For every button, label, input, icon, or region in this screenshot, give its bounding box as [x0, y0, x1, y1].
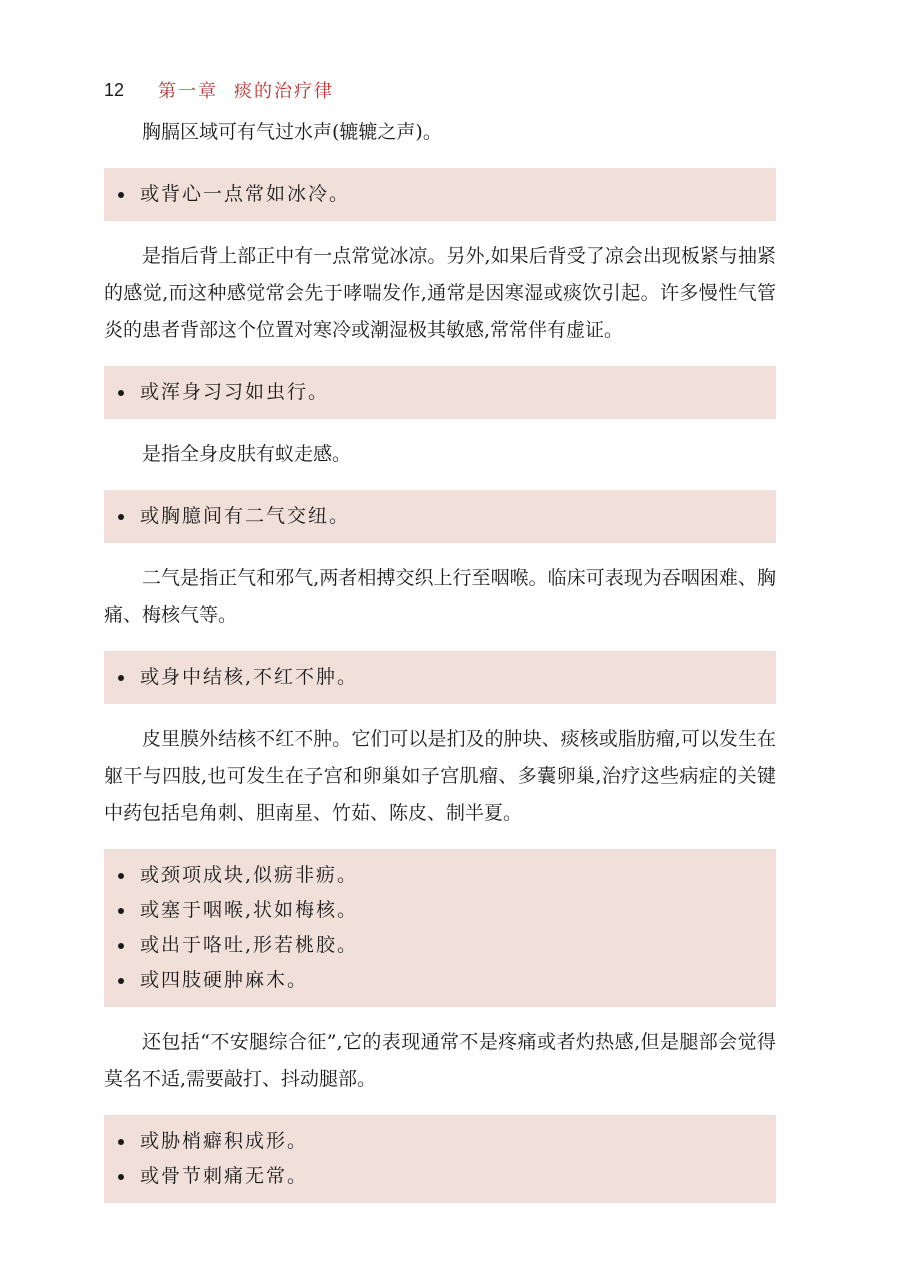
bullet-icon	[118, 675, 124, 681]
bullet-icon	[118, 873, 124, 879]
bullet-icon	[118, 1174, 124, 1180]
bullet-icon	[118, 908, 124, 914]
bullet-icon	[118, 514, 124, 520]
bullet-item: 或浑身习习如虫行。	[118, 375, 776, 410]
chapter-label: 第一章	[158, 81, 219, 102]
bullet-icon	[118, 978, 124, 984]
paragraph: 二气是指正气和邪气,两者相搏交织上行至咽喉。临床可表现为吞咽困难、胸痛、梅核气等。	[104, 567, 776, 626]
bullet-item: 或胸臆间有二气交纽。	[118, 499, 776, 534]
running-header	[104, 76, 334, 104]
bullet-item: 或颈项成块,似疬非疬。	[118, 858, 776, 893]
bullet-item: 或背心一点常如冰冷。	[118, 177, 776, 212]
bullet-item: 或出于咯吐,形若桃胶。	[118, 928, 776, 963]
bullet-item: 或身中结核,不红不肿。	[118, 660, 776, 695]
bullet-icon	[118, 943, 124, 949]
page-content	[104, 114, 776, 1203]
paragraph: 胸膈区域可有气过水声(辘辘之声)。	[142, 121, 442, 143]
paragraph: 皮里膜外结核不红不肿。它们可以是扪及的肿块、痰核或脂肪瘤,可以发生在躯干与四肢,也可发生在子宫和卵巢如子宫肌瘤、多囊卵巢,治疗这些病症的关键中药包括皂角刺、胆南星、竹茹、陈皮、制半夏。	[104, 728, 776, 824]
paragraph: 还包括“不安腿综合征”,它的表现通常不是疼痛或者灼热感,但是腿部会觉得莫名不适,需要敲打、抖动腿部。	[104, 1031, 776, 1090]
page-number: 12	[104, 79, 125, 100]
highlight-box	[104, 168, 776, 221]
bullet-item: 或骨节刺痛无常。	[118, 1159, 776, 1194]
highlight-box	[104, 651, 776, 704]
paragraph: 是指后背上部正中有一点常觉冰凉。另外,如果后背受了凉会出现板紧与抽紧的感觉,而这种感觉常会先于哮喘发作,通常是因寒湿或痰饮引起。许多慢性气管炎的患者背部这个位置对寒冷或潮湿极其敏感,常常伴有虚证。	[104, 245, 776, 341]
highlight-box	[104, 366, 776, 419]
highlight-box	[104, 849, 776, 1007]
highlight-box	[104, 490, 776, 543]
chapter-title: 痰的治疗律	[234, 81, 335, 102]
chapter-heading	[158, 77, 334, 103]
bullet-item: 或胁梢癖积成形。	[118, 1124, 776, 1159]
paragraph: 是指全身皮肤有蚁走感。	[142, 443, 352, 465]
bullet-icon	[118, 390, 124, 396]
bullet-item: 或四肢硬肿麻木。	[118, 963, 776, 998]
highlight-box	[104, 1115, 776, 1203]
bullet-item: 或塞于咽喉,状如梅核。	[118, 893, 776, 928]
bullet-icon	[118, 192, 124, 198]
bullet-icon	[118, 1139, 124, 1145]
